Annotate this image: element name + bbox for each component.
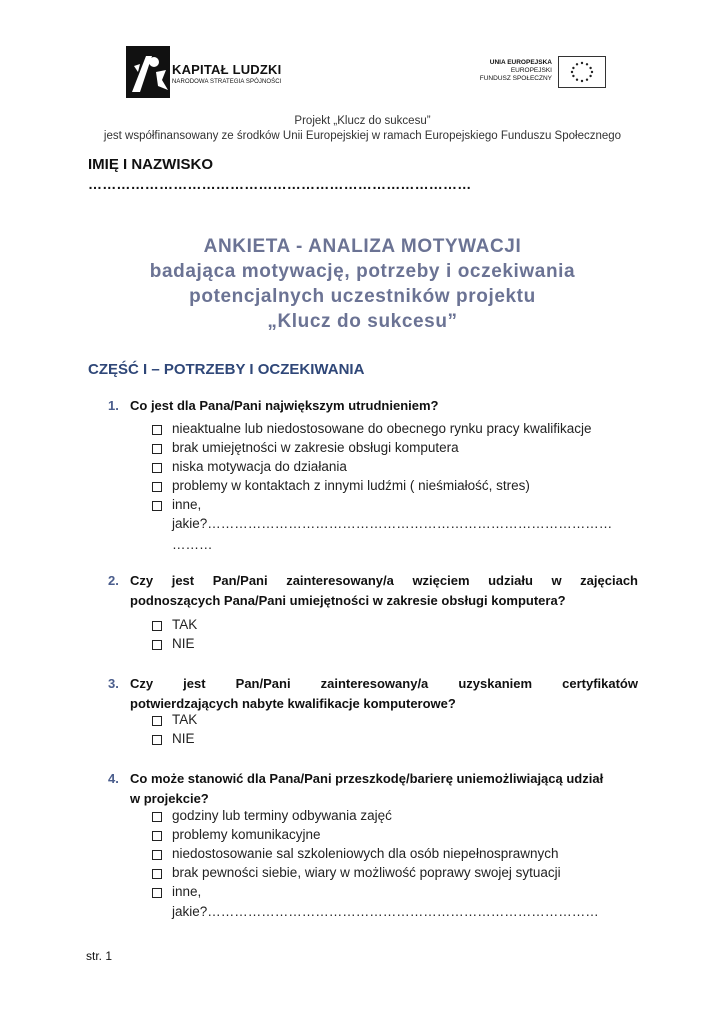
name-label: IMIĘ I NAZWISKO — [88, 156, 213, 173]
checkbox-q1-opt3[interactable] — [152, 463, 162, 473]
project-line-1: Projekt „Klucz do sukcesu” — [294, 115, 431, 127]
title-line-1: ANKIETA - ANALIZA MOTYWACJI — [203, 236, 522, 257]
eu-flag-icon — [558, 56, 606, 88]
page-number: str. 1 — [86, 949, 113, 963]
checkbox-q2-nie[interactable] — [152, 640, 162, 650]
question-2-text-line-1: Czy jest Pan/Pani zainteresowany/a wzięciem udziału w zajęciach — [130, 573, 638, 588]
question-2-text-line-2: podnoszących Pana/Pani umiejętności w zakresie obsługi komputera? — [130, 593, 566, 608]
kapital-ludzki-emblem-icon — [126, 46, 170, 98]
option-label: inne, — [172, 497, 202, 512]
question-3-text-line-1: Czy jest Pan/Pani zainteresowany/a uzyskaniem certyfikatów — [130, 676, 638, 691]
option-label: NIE — [172, 636, 195, 651]
option-label: brak umiejętności w zakresie obsługi komputera — [172, 440, 459, 455]
option-label: godziny lub terminy odbywania zajęć — [172, 808, 392, 823]
eu-logo-text — [480, 59, 552, 83]
option-label: brak pewności siebie, wiary w możliwość poprawy swojej sytuacji — [172, 865, 561, 880]
option-label: nieaktualne lub niedostosowane do obecnego rynku pracy kwalifikacje — [172, 421, 592, 436]
question-1-text: Co jest dla Pana/Pani największym utrudnieniem? — [130, 398, 439, 413]
kapital-ludzki-title: KAPITAŁ LUDZKI — [172, 62, 282, 77]
project-line-2: jest współfinansowany ze środków Unii Europejskiej w ramach Europejskiego Funduszu Społecznego — [103, 130, 622, 142]
q1-other-line-1[interactable]: jakie?……………………………………………………………………………… — [172, 516, 613, 531]
question-4-text-line-1: Co może stanowić dla Pana/Pani przeszkodę/barierę uniemożliwiającą udział — [130, 771, 604, 786]
eu-line-1: UNIA EUROPEJSKA — [489, 59, 552, 66]
eu-line-3: FUNDUSZ SPOŁECZNY — [479, 75, 552, 82]
question-4-text-line-2: w projekcie? — [130, 791, 209, 806]
q1-other-line-2[interactable]: ……… — [172, 537, 213, 552]
question-3-number: 3. — [108, 676, 119, 691]
question-4-number: 4. — [108, 771, 119, 786]
checkbox-q4-opt2[interactable] — [152, 831, 162, 841]
option-label: problemy w kontaktach z innymi ludźmi ( nieśmiałość, stres) — [172, 478, 530, 493]
title-line-2: badająca motywację, potrzeby i oczekiwania — [149, 261, 576, 282]
q4-other-line-1[interactable]: jakie?…………………………………………………………………………… — [172, 904, 599, 919]
question-3-text-line-2: potwierdzających nabyte kwalifikacje komputerowe? — [130, 696, 456, 711]
checkbox-q4-opt5[interactable] — [152, 888, 162, 898]
option-label: TAK — [172, 712, 198, 727]
option-label: inne, — [172, 884, 202, 899]
kapital-ludzki-subtitle: NARODOWA STRATEGIA SPÓJNOŚCI — [172, 79, 282, 85]
title-line-4: „Klucz do sukcesu” — [267, 311, 458, 332]
checkbox-q1-opt2[interactable] — [152, 444, 162, 454]
title-line-3: potencjalnych uczestników projektu — [189, 286, 536, 307]
checkbox-q1-opt5[interactable] — [152, 501, 162, 511]
checkbox-q1-opt4[interactable] — [152, 482, 162, 492]
option-label: TAK — [172, 617, 198, 632]
checkbox-q1-opt1[interactable] — [152, 425, 162, 435]
checkbox-q4-opt1[interactable] — [152, 812, 162, 822]
option-label: NIE — [172, 731, 195, 746]
checkbox-q3-tak[interactable] — [152, 716, 162, 726]
checkbox-q3-nie[interactable] — [152, 735, 162, 745]
section-heading: CZĘŚĆ I – POTRZEBY I OCZEKIWANIA — [88, 361, 365, 378]
name-input-line[interactable]: ……………………………………………………………………… — [88, 176, 472, 192]
question-1-number: 1. — [108, 398, 119, 413]
option-label: niska motywacja do działania — [172, 459, 347, 474]
checkbox-q2-tak[interactable] — [152, 621, 162, 631]
option-label: niedostosowanie sal szkoleniowych dla osób niepełnosprawnych — [172, 846, 559, 861]
checkbox-q4-opt4[interactable] — [152, 869, 162, 879]
checkbox-q4-opt3[interactable] — [152, 850, 162, 860]
option-label: problemy komunikacyjne — [172, 827, 321, 842]
eu-line-2: EUROPEJSKI — [510, 67, 552, 74]
question-2-number: 2. — [108, 573, 119, 588]
eu-logo — [470, 56, 606, 90]
kapital-ludzki-logo — [126, 46, 296, 98]
